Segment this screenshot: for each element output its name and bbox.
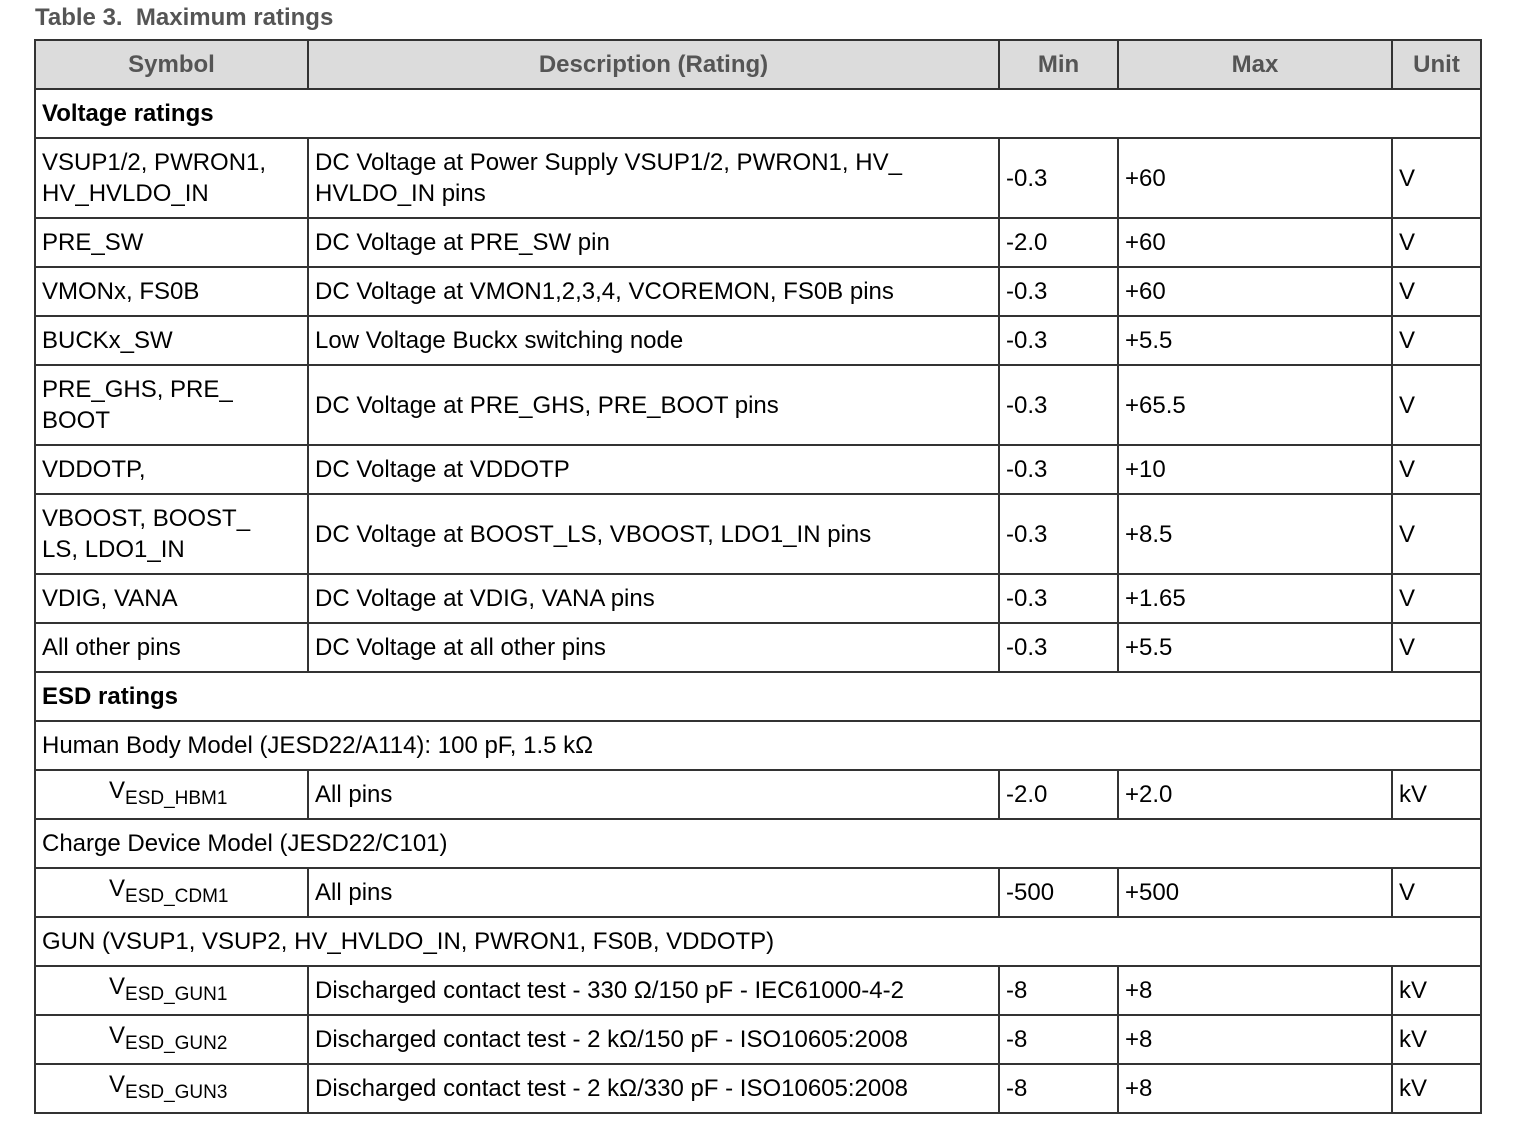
max-cell: +8.5 (1118, 494, 1392, 574)
subsection-title: GUN (VSUP1, VSUP2, HV_HVLDO_IN, PWRON1, FS0B, VDDOTP) (35, 917, 1481, 966)
table-row (35, 365, 1481, 445)
max-cell: +60 (1118, 267, 1392, 316)
table-row (35, 574, 1481, 623)
unit-cell: kV (1392, 1015, 1481, 1064)
section-row-esd (35, 672, 1481, 721)
max-cell: +5.5 (1118, 316, 1392, 365)
header-min: Min (999, 40, 1118, 89)
header-description: Description (Rating) (308, 40, 999, 89)
unit-cell: kV (1392, 966, 1481, 1015)
table-row (35, 770, 1481, 819)
symbol-cell: PRE_GHS, PRE_ BOOT (35, 365, 308, 445)
unit-cell: kV (1392, 770, 1481, 819)
min-cell: -8 (999, 1015, 1118, 1064)
description-cell: DC Voltage at PRE_SW pin (308, 218, 999, 267)
symbol-cell: VDIG, VANA (35, 574, 308, 623)
unit-cell: V (1392, 365, 1481, 445)
symbol-cell: BUCKx_SW (35, 316, 308, 365)
section-title: ESD ratings (35, 672, 1481, 721)
symbol-cell: $V_{ESD\_GUN3}$ (35, 1064, 308, 1113)
subsection-title: Charge Device Model (JESD22/C101) (35, 819, 1481, 868)
min-cell: -0.3 (999, 445, 1118, 494)
section-row-voltage (35, 89, 1481, 138)
unit-cell: kV (1392, 1064, 1481, 1113)
table-row (35, 494, 1481, 574)
symbol-cell: VDDOTP, (35, 445, 308, 494)
min-cell: -0.3 (999, 267, 1118, 316)
min-cell: -0.3 (999, 623, 1118, 672)
symbol-cell: VMONx, FS0B (35, 267, 308, 316)
max-cell: +2.0 (1118, 770, 1392, 819)
subsection-row-gun (35, 917, 1481, 966)
description-cell: Discharged contact test - 330 Ω/150 pF - IEC61000-4-2 (308, 966, 999, 1015)
min-cell: -2.0 (999, 770, 1118, 819)
unit-cell: V (1392, 445, 1481, 494)
unit-cell: V (1392, 868, 1481, 917)
max-cell: +8 (1118, 1015, 1392, 1064)
max-cell: +1.65 (1118, 574, 1392, 623)
table-row (35, 267, 1481, 316)
subsection-title: Human Body Model (JESD22/A114): 100 pF, 1.5 kΩ (35, 721, 1481, 770)
unit-cell: V (1392, 218, 1481, 267)
unit-cell: V (1392, 138, 1481, 218)
min-cell: -0.3 (999, 494, 1118, 574)
symbol-cell: VSUP1/2, PWRON1, HV_HVLDO_IN (35, 138, 308, 218)
unit-cell: V (1392, 574, 1481, 623)
description-cell: DC Voltage at VMON1,2,3,4, VCOREMON, FS0B pins (308, 267, 999, 316)
symbol-cell: $V_{ESD\_GUN1}$ (35, 966, 308, 1015)
table-row (35, 138, 1481, 218)
header-symbol: Symbol (35, 40, 308, 89)
symbol-cell: $V_{ESD\_CDM1}$ (35, 868, 308, 917)
min-cell: -2.0 (999, 218, 1118, 267)
min-cell: -0.3 (999, 365, 1118, 445)
subsection-row-hbm (35, 721, 1481, 770)
min-cell: -8 (999, 966, 1118, 1015)
description-cell: DC Voltage at VDIG, VANA pins (308, 574, 999, 623)
description-cell: Discharged contact test - 2 kΩ/330 pF - ISO10605:2008 (308, 1064, 999, 1113)
min-cell: -0.3 (999, 138, 1118, 218)
symbol-cell: $V_{ESD\_HBM1}$ (35, 770, 308, 819)
table-row (35, 623, 1481, 672)
table-row (35, 966, 1481, 1015)
maximum-ratings-table (34, 39, 1482, 1114)
symbol-cell: All other pins (35, 623, 308, 672)
description-cell: All pins (308, 868, 999, 917)
description-cell: DC Voltage at VDDOTP (308, 445, 999, 494)
table-caption: Table 3. Maximum ratings (35, 4, 334, 31)
min-cell: -8 (999, 1064, 1118, 1113)
description-cell: Low Voltage Buckx switching node (308, 316, 999, 365)
table-row (35, 1015, 1481, 1064)
table-row (35, 316, 1481, 365)
min-cell: -0.3 (999, 316, 1118, 365)
subsection-row-cdm (35, 819, 1481, 868)
unit-cell: V (1392, 316, 1481, 365)
table-row (35, 1064, 1481, 1113)
section-title: Voltage ratings (35, 89, 1481, 138)
header-row (35, 40, 1481, 89)
table-row (35, 445, 1481, 494)
unit-cell: V (1392, 623, 1481, 672)
description-cell: DC Voltage at BOOST_LS, VBOOST, LDO1_IN pins (308, 494, 999, 574)
description-cell: Discharged contact test - 2 kΩ/150 pF - ISO10605:2008 (308, 1015, 999, 1064)
symbol-cell: $V_{ESD\_GUN2}$ (35, 1015, 308, 1064)
description-cell: DC Voltage at Power Supply VSUP1/2, PWRON1, HV_ HVLDO_IN pins (308, 138, 999, 218)
max-cell: +60 (1118, 138, 1392, 218)
symbol-cell: PRE_SW (35, 218, 308, 267)
table-row (35, 868, 1481, 917)
max-cell: +5.5 (1118, 623, 1392, 672)
min-cell: -0.3 (999, 574, 1118, 623)
description-cell: DC Voltage at all other pins (308, 623, 999, 672)
max-cell: +10 (1118, 445, 1392, 494)
header-max: Max (1118, 40, 1392, 89)
max-cell: +60 (1118, 218, 1392, 267)
symbol-cell: VBOOST, BOOST_ LS, LDO1_IN (35, 494, 308, 574)
max-cell: +8 (1118, 1064, 1392, 1113)
description-cell: All pins (308, 770, 999, 819)
unit-cell: V (1392, 494, 1481, 574)
min-cell: -500 (999, 868, 1118, 917)
max-cell: +500 (1118, 868, 1392, 917)
table-row (35, 218, 1481, 267)
max-cell: +8 (1118, 966, 1392, 1015)
header-unit: Unit (1392, 40, 1481, 89)
max-cell: +65.5 (1118, 365, 1392, 445)
description-cell: DC Voltage at PRE_GHS, PRE_BOOT pins (308, 365, 999, 445)
unit-cell: V (1392, 267, 1481, 316)
